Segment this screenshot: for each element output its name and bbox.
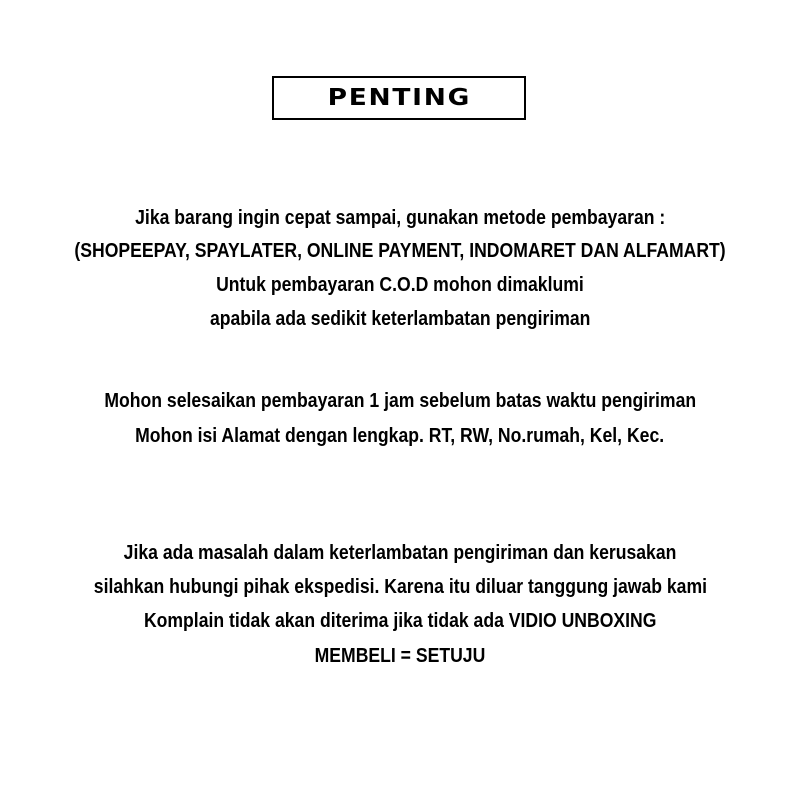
title-box [272,76,526,120]
notice-line: MEMBELI = SETUJU [314,645,486,667]
page-title: PENTING [327,84,471,111]
notice-line: Untuk pembayaran C.O.D mohon dimaklumi [216,274,584,296]
notice-line: (SHOPEEPAY, SPAYLATER, ONLINE PAYMENT, INDOMARET DAN ALFAMART) [74,240,726,262]
notice-line: Mohon selesaikan pembayaran 1 jam sebelum batas waktu pengiriman [104,390,696,412]
notice-line: apabila ada sedikit keterlambatan pengiriman [209,308,591,330]
notice-line: Jika ada masalah dalam keterlambatan pengiriman dan kerusakan [123,542,677,564]
notice-line: Komplain tidak akan diterima jika tidak ada VIDIO UNBOXING [143,610,657,632]
notice-line: Mohon isi Alamat dengan lengkap. RT, RW, No.rumah, Kel, Kec. [135,425,665,447]
notice-line: silahkan hubungi pihak ekspedisi. Karena itu diluar tanggung jawab kami [93,576,707,598]
notice-line: Jika barang ingin cepat sampai, gunakan metode pembayaran : [134,207,666,229]
